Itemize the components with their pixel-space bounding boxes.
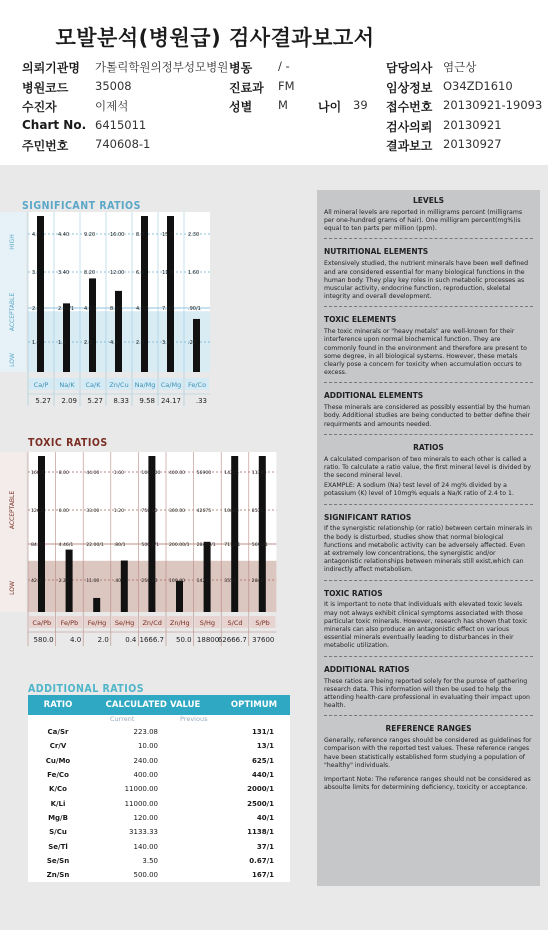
tox-scale-label: 300.00 bbox=[169, 509, 186, 514]
optimum-cell: 2000/1 bbox=[247, 785, 274, 794]
current-cell: 11000.00 bbox=[124, 785, 158, 794]
divider bbox=[324, 434, 533, 435]
sig-scale-label: 4.0/1 bbox=[136, 306, 149, 312]
ratio-cell: Se/Sn bbox=[46, 856, 70, 865]
tox-scale-label: 1.20 bbox=[113, 509, 125, 514]
sig-bar bbox=[37, 216, 44, 372]
field-label-patient: 수진자 bbox=[22, 100, 57, 114]
tox-scale-label: .40 bbox=[113, 579, 122, 584]
sig-bar bbox=[63, 303, 70, 372]
tox-bar bbox=[38, 456, 45, 612]
ratios-example: EXAMPLE: A sodium (Na) test level of 24 mg% divided by a potassium (K) level of 10mg% equals a Na/K ratio of 2.4 to 1. bbox=[324, 482, 514, 498]
optimum-cell: 0.67/1 bbox=[249, 856, 274, 865]
ratio-cell: S/Cu bbox=[49, 828, 67, 837]
significant-ratios-chart bbox=[0, 208, 220, 428]
tox-scale-label: 8.00 bbox=[58, 471, 69, 476]
tox-scale-label: 33.00 bbox=[86, 509, 100, 514]
toxic-elements-heading: TOXIC ELEMENTS bbox=[324, 315, 397, 325]
subheader-previous: Previous bbox=[180, 715, 208, 723]
sig-scale-label: 1.4 bbox=[58, 340, 66, 346]
sig-scale-label: 4.0 bbox=[110, 340, 118, 346]
current-cell: 240.00 bbox=[133, 756, 158, 765]
sig-scale-label: 12.00 bbox=[110, 270, 125, 276]
current-cell: 140.00 bbox=[133, 842, 158, 851]
tox-value-label: 62666.7 bbox=[217, 636, 247, 644]
tox-scale-label: 22.00/1 bbox=[86, 543, 104, 548]
field-value-report-date: 20130927 bbox=[443, 137, 502, 151]
table-row bbox=[28, 839, 290, 853]
table-row bbox=[28, 768, 290, 782]
tox-category-label: S/Pb bbox=[255, 619, 270, 627]
tox-scale-label: 100.00 bbox=[169, 579, 186, 584]
sig-bar bbox=[141, 216, 148, 372]
report-title: 모발분석(병원급) 검사결과보고서 bbox=[55, 26, 375, 50]
table-row bbox=[28, 754, 290, 768]
field-label-doctor: 담당의사 bbox=[386, 61, 433, 75]
divider bbox=[324, 382, 533, 383]
tox-scale-label: 28450/1 bbox=[196, 543, 216, 548]
field-label-sex: 성별 bbox=[229, 100, 253, 114]
field-label-institution: 의뢰기관명 bbox=[22, 61, 80, 75]
sig-scale-label: 4.40 bbox=[58, 232, 70, 238]
tox-bar bbox=[148, 456, 155, 612]
levels-body: All mineral levels are reported in milligrams percent (milligrams per one-hundred grams of hair). One milligram percent(mg%)is equal to ten parts per million (ppm). bbox=[324, 208, 523, 233]
current-cell: 10.00 bbox=[137, 742, 158, 751]
sig-scale-label: 1.5 bbox=[32, 340, 40, 346]
table-row bbox=[28, 811, 290, 825]
tox-scale-label: 250.00 bbox=[141, 579, 158, 584]
field-value-ward: / - bbox=[278, 59, 290, 73]
sig-scale-label: 6.0 bbox=[136, 270, 144, 276]
current-cell: 500.00 bbox=[133, 871, 158, 880]
current-cell: 11000.00 bbox=[124, 799, 158, 808]
field-value-chart-no: 6415011 bbox=[95, 118, 147, 132]
tox-bar bbox=[259, 456, 266, 612]
ratios-body: A calculated comparison of two minerals to each other is called a ratio. To calculate a ratio value, the first mineral level is divided by the second mineral level. bbox=[324, 455, 531, 480]
tox-scale-label: 2.20 bbox=[58, 579, 69, 584]
tox-value-label: 37600 bbox=[252, 636, 275, 644]
field-label-report-date: 결과보고 bbox=[386, 139, 433, 153]
tox-zone-label: ACCEPTABLE bbox=[9, 490, 16, 530]
tox-category-label: Zn/Cd bbox=[142, 619, 162, 627]
additional-ratios-header bbox=[28, 695, 290, 715]
sig-scale-label: 16.00 bbox=[110, 232, 125, 238]
tox-scale-label: 1.60 bbox=[113, 471, 125, 476]
tox-scale-label: 84.0/1 bbox=[31, 543, 46, 548]
optimum-cell: 40/1 bbox=[256, 813, 274, 822]
toxic-ratios-body: It is important to note that individuals with elevated toxic levels may not always exhibit clinical symptoms associated with those particular toxic minerals. However, research has shown that toxic minerals can also produce an antagonistic effect on various essential minerals eventually leading to disturbances in their metabolic utilization. bbox=[324, 601, 528, 650]
tox-bar bbox=[231, 456, 238, 612]
table-row bbox=[28, 739, 290, 753]
ratio-cell: Ca/Sr bbox=[47, 728, 69, 737]
field-value-hospital-code: 35008 bbox=[95, 79, 132, 93]
divider bbox=[324, 504, 533, 505]
tox-scale-label: 500.0/1 bbox=[141, 543, 160, 548]
tox-value-label: 18800 bbox=[196, 636, 220, 644]
tox-scale-label: 6.00 bbox=[58, 509, 69, 514]
table-row bbox=[28, 868, 290, 882]
additional-ratios-subheader bbox=[28, 715, 290, 725]
sig-category-label: Ca/P bbox=[33, 381, 49, 389]
toxic-ratios-title: TOXIC RATIOS bbox=[28, 437, 108, 449]
current-cell: 120.00 bbox=[133, 813, 158, 822]
tox-scale-label: 400.00 bbox=[169, 471, 186, 476]
tox-scale-label: 7112/1 bbox=[224, 543, 241, 548]
levels-heading: LEVELS bbox=[412, 196, 444, 205]
sig-value-label: 2.09 bbox=[61, 397, 77, 405]
sig-scale-label: 8.0 bbox=[136, 232, 144, 238]
toxic-elements-body: The toxic minerals or "heavy metals" are well-known for their interference upon normal biochemical function. They are commonly found in the environment and therefore are present to some degree, in all biological systems. However, these metals clearly pose a concern for toxicity when accumulation occurs to excess. bbox=[324, 328, 527, 377]
tox-category-label: Fe/Pb bbox=[60, 619, 79, 627]
tox-bar bbox=[204, 542, 211, 612]
field-label-clinical-info: 임상정보 bbox=[386, 81, 433, 95]
table-row bbox=[28, 854, 290, 868]
additional-elements-heading: ADDITIONAL ELEMENTS bbox=[324, 391, 424, 401]
sig-zone-label: LOW bbox=[9, 353, 16, 367]
field-label-chart-no: Chart No. bbox=[22, 118, 87, 132]
field-label-ward: 병동 bbox=[229, 61, 253, 75]
field-value-doctor: 염근상 bbox=[443, 60, 477, 74]
tox-bar bbox=[93, 598, 100, 612]
sig-scale-label: 1.60 bbox=[188, 270, 200, 276]
tox-scale-label: 42.0 bbox=[31, 579, 42, 584]
optimum-cell: 1138/1 bbox=[247, 828, 274, 837]
reference-ranges-body: Generally, reference ranges should be considered as guidelines for comparison with the reported test values. These reference ranges have been statistically established form studying a population of "healthy" individuals. bbox=[324, 737, 532, 769]
tox-bar bbox=[121, 561, 128, 612]
field-label-age: 나이 bbox=[318, 100, 342, 114]
sig-value-label: .33 bbox=[195, 397, 207, 405]
ratio-cell: Cu/Mo bbox=[45, 756, 71, 765]
sig-category-label: Fe/Co bbox=[187, 381, 207, 389]
sig-scale-label: 2.30 bbox=[188, 232, 200, 238]
tox-scale-label: 10669 bbox=[224, 509, 239, 514]
current-cell: 223.08 bbox=[133, 728, 158, 737]
ratio-cell: Se/Tl bbox=[48, 842, 68, 851]
ratio-cell: Cr/V bbox=[49, 742, 67, 751]
divider bbox=[324, 656, 533, 657]
sig-category-label: Na/Mg bbox=[134, 381, 156, 389]
significant-ratios-heading: SIGNIFICANT RATIOS bbox=[324, 512, 412, 522]
field-label-hospital-code: 병원코드 bbox=[22, 81, 69, 95]
tox-scale-label: 5690/1 bbox=[251, 543, 268, 548]
sig-category-label: Ca/K bbox=[85, 381, 101, 389]
optimum-cell: 167/1 bbox=[251, 871, 274, 880]
divider bbox=[324, 580, 533, 581]
field-label-resident-no: 주민번호 bbox=[22, 139, 69, 153]
additional-ratios-rows bbox=[28, 725, 290, 882]
tox-scale-label: 8535 bbox=[251, 509, 264, 514]
tox-scale-label: .80/1 bbox=[113, 543, 126, 548]
tox-value-label: 4.0 bbox=[70, 636, 82, 644]
tox-scale-label: 1000.00 bbox=[141, 471, 161, 476]
sig-value-label: 8.33 bbox=[113, 397, 129, 405]
tox-category-label: S/Hg bbox=[199, 619, 216, 627]
field-label-receipt-no: 접수번호 bbox=[386, 100, 433, 114]
table-row bbox=[28, 725, 290, 739]
tox-value-label: 2.0 bbox=[97, 636, 109, 644]
divider bbox=[324, 306, 533, 307]
sig-scale-label: .20 bbox=[188, 340, 196, 346]
info-column bbox=[317, 190, 540, 886]
ratio-cell: Fe/Co bbox=[47, 771, 69, 780]
header-calculated: CALCULATED VALUE bbox=[105, 700, 201, 710]
ratios-heading: RATIOS bbox=[413, 442, 444, 452]
field-value-receipt-no: 20130921-19093 bbox=[443, 98, 543, 112]
field-value-institution: 가톨릭학원의정부성모병원 bbox=[95, 60, 229, 74]
tox-scale-label: 11380 bbox=[251, 471, 267, 476]
sig-scale-label: 2.2 bbox=[84, 340, 92, 346]
ratio-cell: Zn/Sn bbox=[46, 871, 70, 880]
optimum-cell: 2500/1 bbox=[247, 799, 274, 808]
sig-scale-label: 3.0 bbox=[162, 340, 170, 346]
field-value-resident-no: 740608-1 bbox=[95, 137, 151, 151]
sig-scale-label: 4.0 bbox=[32, 232, 40, 238]
sig-scale-label: 8.20 bbox=[84, 270, 96, 276]
additional-ratios-heading: ADDITIONAL RATIOS bbox=[324, 664, 410, 674]
tox-value-label: 0.4 bbox=[125, 636, 137, 644]
field-value-patient: 이제석 bbox=[95, 99, 129, 113]
important-note: Important Note: The reference ranges should not be considered as absoulte limits for determining deficiency, toxicity or acceptance. bbox=[324, 775, 531, 792]
sig-scale-label: 11.0 bbox=[162, 270, 174, 276]
tox-zone-label: LOW bbox=[9, 581, 16, 595]
significant-ratios-title: SIGNIFICANT RATIOS bbox=[22, 200, 141, 212]
optimum-cell: 625/1 bbox=[251, 756, 274, 765]
tox-value-label: 580.0 bbox=[33, 636, 54, 644]
tox-scale-label: 1422 bbox=[196, 579, 209, 584]
tox-scale-label: 56900 bbox=[196, 471, 212, 476]
tox-scale-label: 168.0 bbox=[31, 471, 45, 476]
sig-scale-label: 2.0 bbox=[32, 306, 40, 312]
sig-scale-label: 8.0/1 bbox=[110, 306, 123, 312]
field-value-dept: FM bbox=[278, 79, 295, 93]
sig-zone-label: ACCEPTABLE bbox=[9, 292, 16, 332]
tox-scale-label: 126.0 bbox=[31, 509, 45, 514]
nutritional-body: Extensively studied, the nutrient minerals have been well defined and are considered essential for many biological functions in the human body. They play key roles in such metabolic processes as muscular activity, endocrine function, reproduction, skeletal integrity and overall development. bbox=[324, 260, 529, 301]
header-ratio: RATIO bbox=[43, 700, 73, 710]
tox-category-label: Zn/Hg bbox=[169, 619, 190, 627]
nutritional-heading: NUTRITIONAL ELEMENTS bbox=[324, 247, 429, 257]
tox-scale-label: 200.00/1 bbox=[169, 543, 190, 548]
sig-category-label: Na/K bbox=[59, 381, 75, 389]
sig-scale-label: 2.40/1 bbox=[58, 306, 74, 312]
tox-scale-label: 44.00 bbox=[86, 471, 100, 476]
tox-scale-label: 42675 bbox=[196, 509, 212, 514]
toxic-ratios-chart bbox=[0, 448, 300, 658]
tox-scale-label: 11.00 bbox=[86, 579, 100, 584]
sig-category-label: Zn/Cu bbox=[109, 381, 129, 389]
additional-ratios-body: These ratios are being reported solely for the purose of gathering research data. This information will then be used to help the attending health-care professional in evaluating their impact upon health. bbox=[324, 677, 530, 710]
sig-value-label: 24.17 bbox=[160, 397, 181, 405]
additional-ratios-title: ADDITIONAL RATIOS bbox=[28, 683, 145, 695]
tox-bar bbox=[176, 581, 183, 612]
current-cell: 3133.33 bbox=[129, 828, 158, 837]
sig-scale-label: 9.20 bbox=[84, 232, 96, 238]
table-row bbox=[28, 796, 290, 810]
sig-zone-label: HIGH bbox=[9, 234, 16, 250]
ratio-cell: K/Li bbox=[50, 799, 66, 808]
tox-category-label: S/Cd bbox=[227, 619, 243, 627]
tox-value-label: 50.0 bbox=[176, 636, 192, 644]
sig-bar bbox=[115, 291, 122, 372]
tox-value-label: 1666.7 bbox=[139, 636, 164, 644]
sig-scale-label: 15.0 bbox=[162, 232, 174, 238]
sig-value-label: 5.27 bbox=[87, 397, 103, 405]
field-value-clinical-info: O34ZD1610 bbox=[443, 79, 513, 93]
current-cell: 3.50 bbox=[142, 856, 158, 865]
field-label-dept: 진료과 bbox=[229, 81, 264, 95]
header-optimum: OPTIMUM bbox=[230, 700, 278, 710]
toxic-ratios-heading: TOXIC RATIOS bbox=[324, 588, 383, 598]
sig-scale-label: 3.0 bbox=[32, 270, 40, 276]
sig-scale-label: 3.40 bbox=[58, 270, 70, 276]
divider bbox=[324, 238, 533, 239]
reference-ranges-heading: REFERENCE RANGES bbox=[385, 724, 472, 734]
tox-scale-label: 4.46/1 bbox=[58, 543, 74, 548]
significant-ratios-body: If the synergistic relationship (or ratio) between certain minerals in the body is disturbed, studies show that normal biological functions and metabolic activity can be adversely affected. Even at extremely low concentrations, the synergistic and/or antagonistic relationships between minerals still exist,which can indirectly affect metabolism. bbox=[324, 525, 532, 574]
sig-bar bbox=[89, 278, 96, 372]
table-row bbox=[28, 782, 290, 796]
sig-scale-label: 2.0 bbox=[136, 340, 144, 346]
ratio-cell: K/Co bbox=[49, 785, 67, 794]
table-row bbox=[28, 825, 290, 839]
field-value-sex: M bbox=[278, 98, 288, 112]
tox-category-label: Ca/Pb bbox=[32, 619, 52, 627]
tox-scale-label: 2845 bbox=[251, 579, 264, 584]
sig-value-label: 9.58 bbox=[139, 397, 155, 405]
tox-category-label: Fe/Hg bbox=[87, 619, 107, 627]
tox-category-label: Se/Hg bbox=[114, 619, 135, 627]
sig-scale-label: 7.0/1 bbox=[162, 306, 175, 312]
sig-bar bbox=[167, 216, 174, 372]
tox-scale-label: 3556 bbox=[224, 579, 236, 584]
optimum-cell: 440/1 bbox=[251, 771, 274, 780]
ratio-cell: Mg/B bbox=[48, 813, 68, 822]
tox-scale-label: 14225 bbox=[224, 471, 239, 476]
optimum-cell: 131/1 bbox=[251, 728, 274, 737]
optimum-cell: 37/1 bbox=[256, 842, 274, 851]
tox-scale-label: 750.00 bbox=[141, 509, 158, 514]
current-cell: 400.00 bbox=[133, 771, 158, 780]
sig-scale-label: .90/1 bbox=[188, 306, 201, 312]
additional-ratios-table bbox=[28, 695, 290, 882]
sig-category-label: Ca/Mg bbox=[160, 381, 182, 389]
field-label-request-date: 검사의뢰 bbox=[386, 120, 433, 134]
divider bbox=[324, 715, 533, 716]
sig-scale-label: 4.2/1 bbox=[84, 306, 97, 312]
additional-elements-body: These minerals are considered as possibly essential by the human body. Additional studies are being conducted to better define their requirments and amounts needed. bbox=[324, 404, 531, 428]
optimum-cell: 13/1 bbox=[256, 742, 274, 751]
field-value-request-date: 20130921 bbox=[443, 118, 502, 132]
subheader-current: Current bbox=[110, 715, 135, 723]
field-value-age: 39 bbox=[353, 98, 368, 112]
sig-value-label: 5.27 bbox=[35, 397, 51, 405]
